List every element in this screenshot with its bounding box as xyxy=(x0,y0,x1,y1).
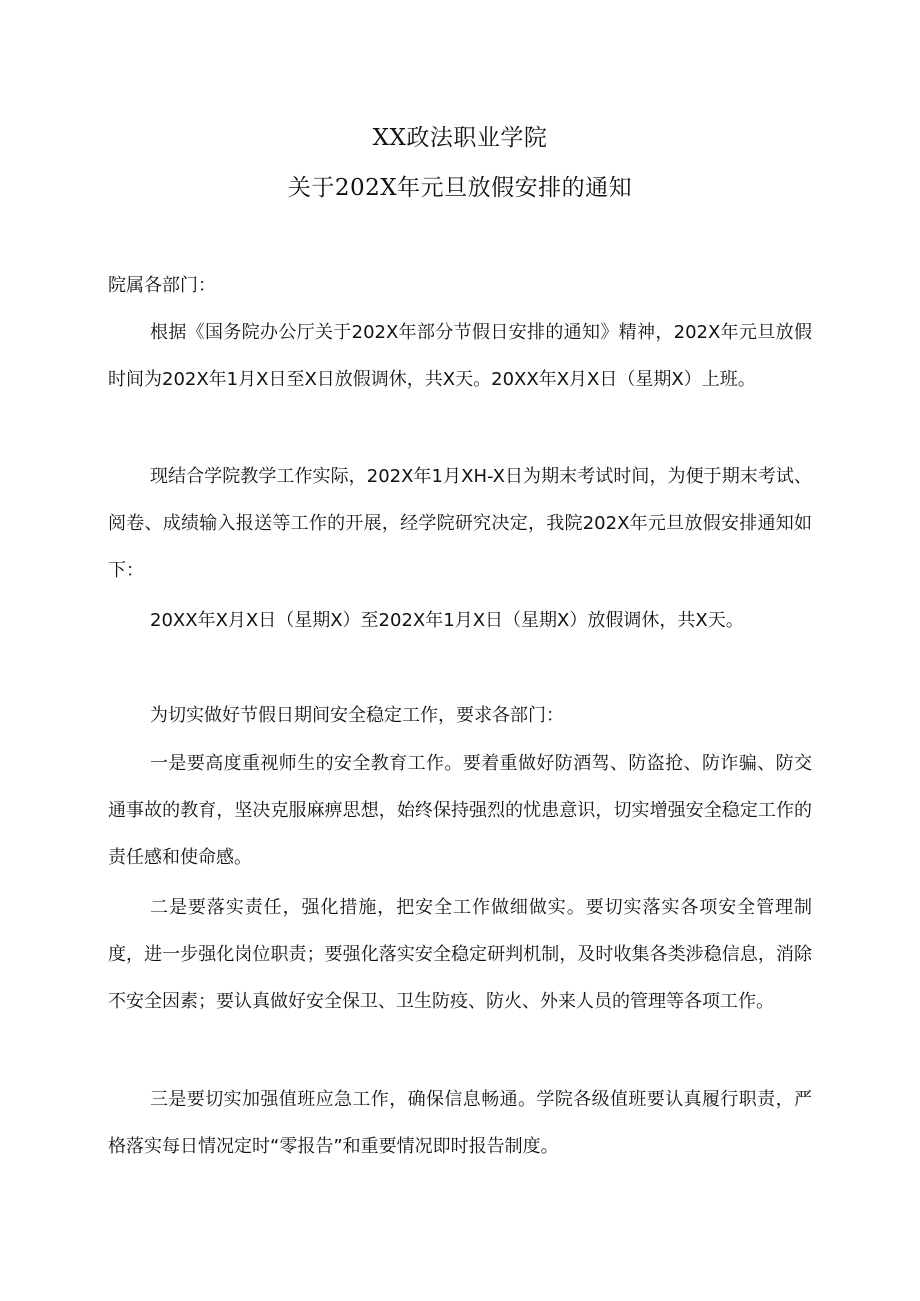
institution-title: XX政法职业学院 xyxy=(372,125,548,151)
paragraph-5: 一是要高度重视师生的安全教育工作。要着重做好防酒驾、防盗抢、防诈骗、防交通事故的教育，坚决克服麻痹思想，始终保持强烈的忧患意识，切实增强安全稳定工作的责任感和使命感。 xyxy=(108,753,812,868)
paragraph-1: 根据《国务院办公厅关于202X年部分节假日安排的通知》精神，202X年元旦放假时间为202X年1月X日至X日放假调休，共X天。20XX年X月X日（星期X）上班。 xyxy=(108,322,812,390)
paragraph-2: 现结合学院教学工作实际，202X年1月XH-X日为期末考试时间，为便于期末考试、阅卷、成绩输入报送等工作的开展，经学院研究决定，我院202X年元旦放假安排通知如下： xyxy=(108,466,812,581)
paragraph-6: 二是要落实责任，强化措施，把安全工作做细做实。要切实落实各项安全管理制度，进一步强化岗位职责；要强化落实安全稳定研判机制，及时收集各类涉稳信息，消除不安全因素；要认真做好安全保卫、卫生防疫、防火、外来人员的管理等各项工作。 xyxy=(108,897,812,1012)
paragraph-4: 为切实做好节假日期间安全稳定工作，要求各部门： xyxy=(150,705,564,726)
notice-title: 关于202X年元旦放假安排的通知 xyxy=(287,175,633,201)
salutation: 院属各部门： xyxy=(108,275,216,296)
paragraph-3: 20XX年X月X日（星期X）至202X年1月X日（星期X）放假调休，共X天。 xyxy=(150,610,744,631)
paragraph-7: 三是要切实加强值班应急工作，确保信息畅通。学院各级值班要认真履行职责，严格落实每日情况定时“零报告”和重要情况即时报告制度。 xyxy=(108,1089,812,1157)
